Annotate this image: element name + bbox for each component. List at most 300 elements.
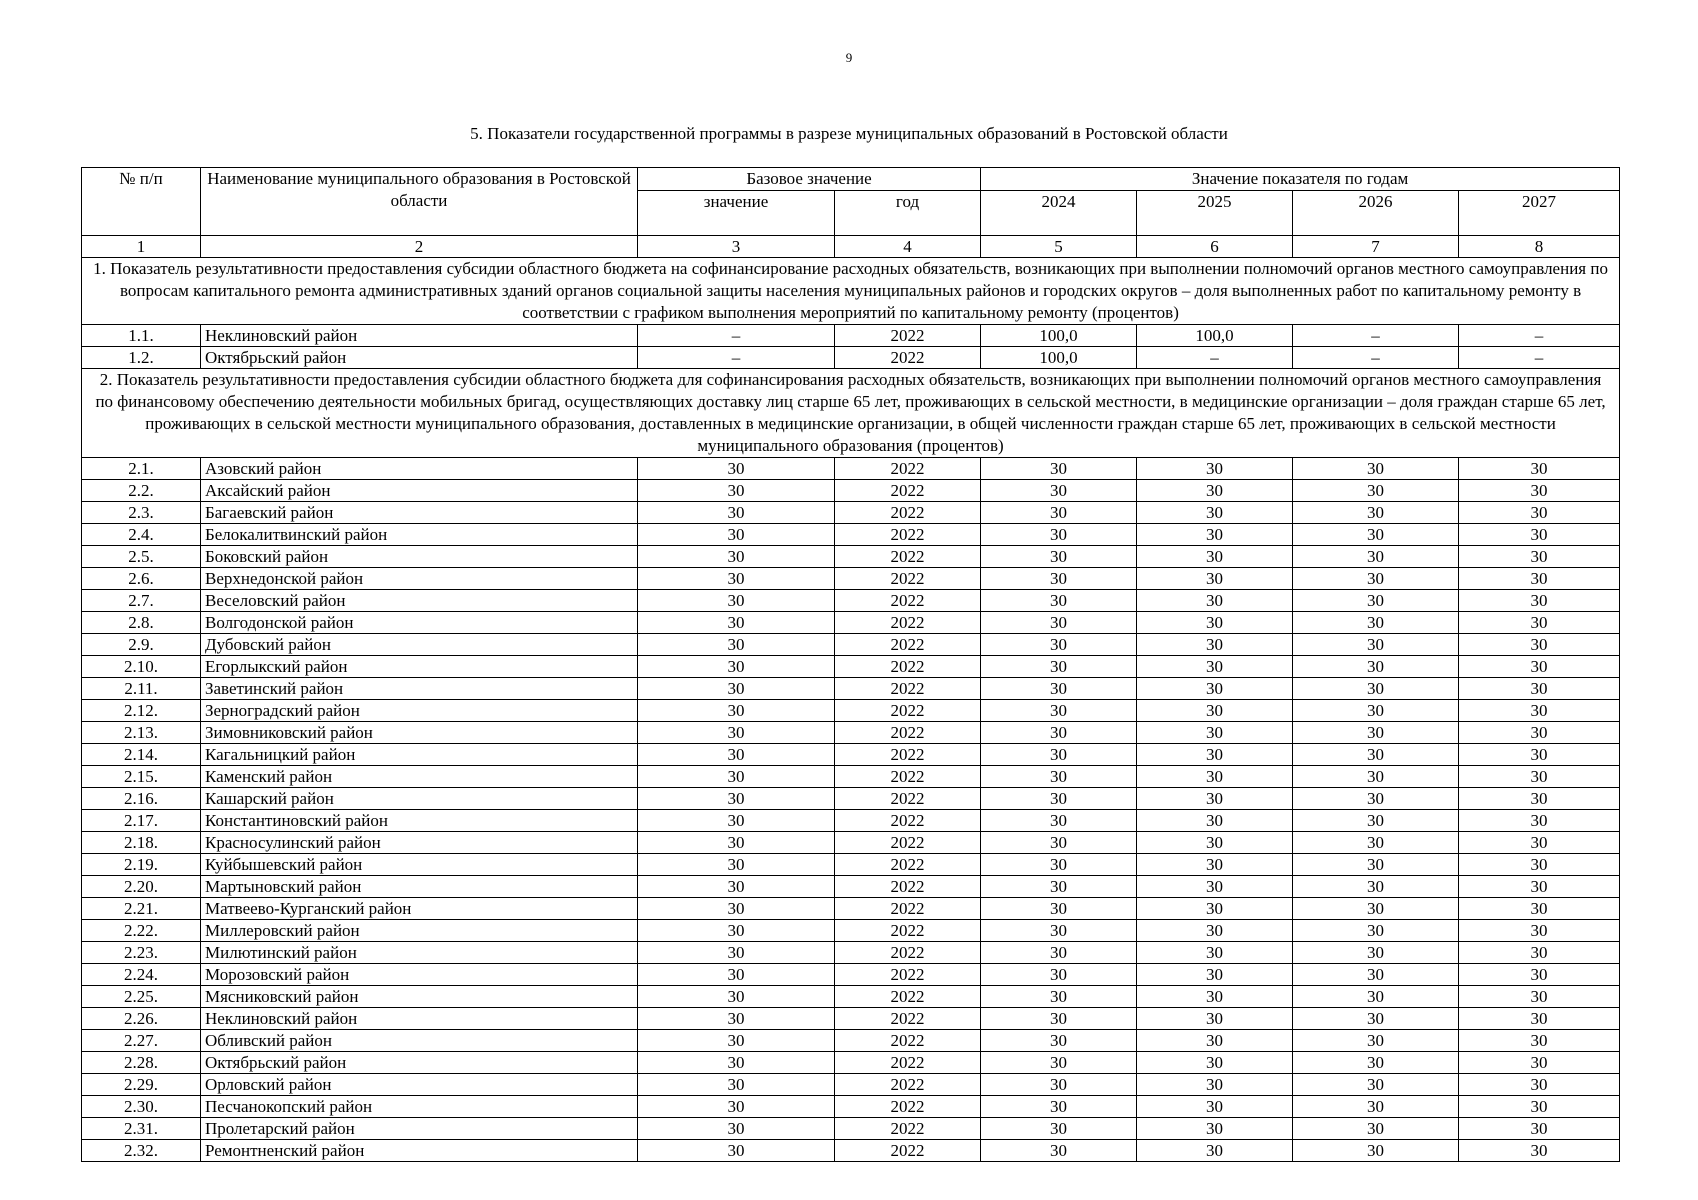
base-value: 30 <box>638 942 835 964</box>
base-value: 30 <box>638 568 835 590</box>
base-value: 30 <box>638 524 835 546</box>
section-row <box>82 258 1620 325</box>
table-row <box>82 964 1620 986</box>
table-row <box>82 502 1620 524</box>
header-year-2027: 2027 <box>1459 191 1620 236</box>
municipality-name: Константиновский район <box>201 810 638 832</box>
row-number: 2.31. <box>82 1118 201 1140</box>
base-value: 30 <box>638 832 835 854</box>
row-number: 2.25. <box>82 986 201 1008</box>
value-2025: 30 <box>1137 876 1293 898</box>
base-value: 30 <box>638 744 835 766</box>
row-number: 2.26. <box>82 1008 201 1030</box>
value-2025: 30 <box>1137 766 1293 788</box>
table-row <box>82 854 1620 876</box>
row-number: 2.22. <box>82 920 201 942</box>
value-2024: 30 <box>981 612 1137 634</box>
base-year: 2022 <box>835 920 981 942</box>
municipality-name: Красносулинский район <box>201 832 638 854</box>
value-2025: 30 <box>1137 898 1293 920</box>
document-title: 5. Показатели государственной программы в разрезе муниципальных образований в Ростовской области <box>470 124 1228 143</box>
base-value: 30 <box>638 502 835 524</box>
value-2027: 30 <box>1459 612 1620 634</box>
value-2027: 30 <box>1459 590 1620 612</box>
value-2024: 30 <box>981 458 1137 480</box>
value-2024: 30 <box>981 876 1137 898</box>
municipality-name: Веселовский район <box>201 590 638 612</box>
value-2024: 30 <box>981 1096 1137 1118</box>
municipality-name: Кашарский район <box>201 788 638 810</box>
value-2027: 30 <box>1459 678 1620 700</box>
value-2026: 30 <box>1293 1074 1459 1096</box>
value-2026: 30 <box>1293 502 1459 524</box>
row-number: 2.27. <box>82 1030 201 1052</box>
base-year: 2022 <box>835 810 981 832</box>
value-2024: 30 <box>981 502 1137 524</box>
value-2027: – <box>1459 347 1620 369</box>
value-2026: 30 <box>1293 656 1459 678</box>
value-2025: 30 <box>1137 854 1293 876</box>
value-2026: 30 <box>1293 1052 1459 1074</box>
value-2025: 30 <box>1137 942 1293 964</box>
base-value: 30 <box>638 656 835 678</box>
base-year: 2022 <box>835 744 981 766</box>
value-2026: 30 <box>1293 480 1459 502</box>
value-2026: 30 <box>1293 942 1459 964</box>
value-2027: 30 <box>1459 744 1620 766</box>
municipality-name: Мартыновский район <box>201 876 638 898</box>
row-number: 2.29. <box>82 1074 201 1096</box>
column-number: 2 <box>201 236 638 258</box>
value-2025: 30 <box>1137 920 1293 942</box>
municipality-name: Морозовский район <box>201 964 638 986</box>
row-number: 2.17. <box>82 810 201 832</box>
value-2025: 30 <box>1137 744 1293 766</box>
value-2025: 30 <box>1137 1140 1293 1162</box>
value-2024: 30 <box>981 634 1137 656</box>
municipality-name: Волгодонской район <box>201 612 638 634</box>
row-number: 2.5. <box>82 546 201 568</box>
municipality-name: Неклиновский район <box>201 1008 638 1030</box>
base-value: 30 <box>638 722 835 744</box>
value-2025: 30 <box>1137 568 1293 590</box>
section-row <box>82 369 1620 458</box>
value-2024: 30 <box>981 656 1137 678</box>
row-number: 2.14. <box>82 744 201 766</box>
value-2024: 30 <box>981 964 1137 986</box>
value-2026: 30 <box>1293 678 1459 700</box>
row-number: 2.8. <box>82 612 201 634</box>
value-2025: 30 <box>1137 634 1293 656</box>
base-year: 2022 <box>835 458 981 480</box>
table-row <box>82 788 1620 810</box>
table-row <box>82 1074 1620 1096</box>
municipality-name: Орловский район <box>201 1074 638 1096</box>
value-2025: 30 <box>1137 480 1293 502</box>
value-2026: 30 <box>1293 744 1459 766</box>
value-2024: 30 <box>981 766 1137 788</box>
base-year: 2022 <box>835 1030 981 1052</box>
value-2025: 30 <box>1137 832 1293 854</box>
value-2027: 30 <box>1459 898 1620 920</box>
value-2024: 30 <box>981 590 1137 612</box>
row-number: 2.10. <box>82 656 201 678</box>
table-row <box>82 1052 1620 1074</box>
base-year: 2022 <box>835 325 981 347</box>
value-2024: 100,0 <box>981 347 1137 369</box>
column-number: 8 <box>1459 236 1620 258</box>
value-2026: 30 <box>1293 766 1459 788</box>
header-year-2024: 2024 <box>981 191 1137 236</box>
header-base-year: год <box>835 191 981 236</box>
value-2027: 30 <box>1459 1096 1620 1118</box>
value-2026: 30 <box>1293 1118 1459 1140</box>
value-2027: 30 <box>1459 920 1620 942</box>
value-2026: 30 <box>1293 876 1459 898</box>
table-row <box>82 986 1620 1008</box>
value-2027: 30 <box>1459 568 1620 590</box>
value-2025: 30 <box>1137 1030 1293 1052</box>
indicators-table <box>81 167 1620 1162</box>
value-2027: 30 <box>1459 480 1620 502</box>
base-year: 2022 <box>835 1140 981 1162</box>
base-value: 30 <box>638 876 835 898</box>
table-header <box>82 168 1620 258</box>
value-2025: 30 <box>1137 1052 1293 1074</box>
base-year: 2022 <box>835 942 981 964</box>
municipality-name: Дубовский район <box>201 634 638 656</box>
value-2024: 30 <box>981 788 1137 810</box>
table-row <box>82 480 1620 502</box>
row-number: 2.20. <box>82 876 201 898</box>
value-2027: 30 <box>1459 964 1620 986</box>
base-year: 2022 <box>835 766 981 788</box>
header-base-value: значение <box>638 191 835 236</box>
base-year: 2022 <box>835 876 981 898</box>
table-row <box>82 744 1620 766</box>
table-row <box>82 524 1620 546</box>
value-2025: 30 <box>1137 986 1293 1008</box>
value-2025: 30 <box>1137 1074 1293 1096</box>
municipality-name: Неклиновский район <box>201 325 638 347</box>
base-value: 30 <box>638 546 835 568</box>
table-row <box>82 590 1620 612</box>
row-number: 2.15. <box>82 766 201 788</box>
table-row <box>82 920 1620 942</box>
row-number: 2.9. <box>82 634 201 656</box>
base-year: 2022 <box>835 546 981 568</box>
value-2026: – <box>1293 347 1459 369</box>
value-2024: 30 <box>981 942 1137 964</box>
value-2026: 30 <box>1293 898 1459 920</box>
row-number: 2.12. <box>82 700 201 722</box>
value-2026: 30 <box>1293 634 1459 656</box>
base-year: 2022 <box>835 502 981 524</box>
row-number: 2.16. <box>82 788 201 810</box>
value-2024: 30 <box>981 920 1137 942</box>
value-2026: 30 <box>1293 568 1459 590</box>
table-row <box>82 876 1620 898</box>
table-row <box>82 546 1620 568</box>
table-row <box>82 347 1620 369</box>
row-number: 2.2. <box>82 480 201 502</box>
value-2027: 30 <box>1459 700 1620 722</box>
base-value: 30 <box>638 788 835 810</box>
value-2025: 30 <box>1137 458 1293 480</box>
table-row <box>82 458 1620 480</box>
table-row <box>82 722 1620 744</box>
table-row <box>82 766 1620 788</box>
municipality-name: Каменский район <box>201 766 638 788</box>
table-body <box>82 258 1620 1162</box>
value-2025: 30 <box>1137 656 1293 678</box>
header-number: № п/п <box>82 168 201 236</box>
value-2027: 30 <box>1459 1140 1620 1162</box>
table-row <box>82 1096 1620 1118</box>
municipality-name: Ремонтненский район <box>201 1140 638 1162</box>
value-2027: 30 <box>1459 1030 1620 1052</box>
row-number: 2.28. <box>82 1052 201 1074</box>
base-year: 2022 <box>835 480 981 502</box>
municipality-name: Обливский район <box>201 1030 638 1052</box>
municipality-name: Белокалитвинский район <box>201 524 638 546</box>
base-year: 2022 <box>835 700 981 722</box>
base-year: 2022 <box>835 1008 981 1030</box>
municipality-name: Песчанокопский район <box>201 1096 638 1118</box>
municipality-name: Зимовниковский район <box>201 722 638 744</box>
section-title: 2. Показатель результативности предоставления субсидии областного бюджета для софинансирования расходных обязательств, возникающих при выполнении полномочий органов местного самоуправления по финансовому обеспечению деятельности мобильных бригад, осуществляющих доставку лиц старше 65 лет, проживающих в сельской местности, в медицинские организации – доля граждан старше 65 лет, проживающих в сельской местности муниципального образования, доставленных в медицинские организации, в общей численности граждан старше 65 лет, проживающих в сельской местности муниципального образования (процентов) <box>82 369 1620 458</box>
value-2027: 30 <box>1459 1052 1620 1074</box>
municipality-name: Егорлыкский район <box>201 656 638 678</box>
row-number: 2.23. <box>82 942 201 964</box>
table-row <box>82 1140 1620 1162</box>
value-2024: 30 <box>981 722 1137 744</box>
value-2025: 30 <box>1137 1096 1293 1118</box>
header-municipality-name: Наименование муниципального образования в Ростовской области <box>201 168 638 236</box>
base-value: 30 <box>638 458 835 480</box>
base-year: 2022 <box>835 347 981 369</box>
table-row <box>82 942 1620 964</box>
column-number: 5 <box>981 236 1137 258</box>
base-year: 2022 <box>835 964 981 986</box>
municipality-name: Матвеево-Курганский район <box>201 898 638 920</box>
value-2025: 100,0 <box>1137 325 1293 347</box>
base-year: 2022 <box>835 656 981 678</box>
base-year: 2022 <box>835 854 981 876</box>
table-row <box>82 656 1620 678</box>
value-2024: 30 <box>981 524 1137 546</box>
value-2024: 30 <box>981 854 1137 876</box>
value-2027: 30 <box>1459 502 1620 524</box>
municipality-name: Верхнедонской район <box>201 568 638 590</box>
municipality-name: Багаевский район <box>201 502 638 524</box>
value-2024: 30 <box>981 1140 1137 1162</box>
base-year: 2022 <box>835 1052 981 1074</box>
table-row <box>82 898 1620 920</box>
base-year: 2022 <box>835 832 981 854</box>
row-number: 2.30. <box>82 1096 201 1118</box>
base-year: 2022 <box>835 524 981 546</box>
column-number: 4 <box>835 236 981 258</box>
base-value: 30 <box>638 810 835 832</box>
municipality-name: Миллеровский район <box>201 920 638 942</box>
base-year: 2022 <box>835 634 981 656</box>
page-number: 9 <box>845 50 853 65</box>
value-2025: 30 <box>1137 612 1293 634</box>
base-value: 30 <box>638 920 835 942</box>
base-year: 2022 <box>835 612 981 634</box>
table-row <box>82 634 1620 656</box>
header-base-value-group: Базовое значение <box>638 168 981 191</box>
value-2027: 30 <box>1459 942 1620 964</box>
value-2026: 30 <box>1293 546 1459 568</box>
municipality-name: Азовский район <box>201 458 638 480</box>
municipality-name: Заветинский район <box>201 678 638 700</box>
value-2026: 30 <box>1293 832 1459 854</box>
row-number: 2.11. <box>82 678 201 700</box>
base-year: 2022 <box>835 590 981 612</box>
base-year: 2022 <box>835 788 981 810</box>
base-value: – <box>638 325 835 347</box>
base-value: 30 <box>638 766 835 788</box>
value-2027: 30 <box>1459 546 1620 568</box>
value-2027: 30 <box>1459 458 1620 480</box>
value-2027: – <box>1459 325 1620 347</box>
value-2027: 30 <box>1459 1074 1620 1096</box>
table-row <box>82 1008 1620 1030</box>
value-2027: 30 <box>1459 524 1620 546</box>
value-2024: 30 <box>981 744 1137 766</box>
row-number: 2.1. <box>82 458 201 480</box>
value-2027: 30 <box>1459 722 1620 744</box>
value-2024: 30 <box>981 678 1137 700</box>
value-2024: 30 <box>981 480 1137 502</box>
value-2025: 30 <box>1137 1008 1293 1030</box>
value-2024: 30 <box>981 1030 1137 1052</box>
value-2025: 30 <box>1137 502 1293 524</box>
municipality-name: Куйбышевский район <box>201 854 638 876</box>
base-value: 30 <box>638 480 835 502</box>
row-number: 2.18. <box>82 832 201 854</box>
value-2024: 30 <box>981 1052 1137 1074</box>
municipality-name: Октябрьский район <box>201 1052 638 1074</box>
base-year: 2022 <box>835 1118 981 1140</box>
value-2024: 30 <box>981 810 1137 832</box>
value-2025: 30 <box>1137 546 1293 568</box>
table-row <box>82 1118 1620 1140</box>
value-2024: 30 <box>981 898 1137 920</box>
base-value: 30 <box>638 854 835 876</box>
table-row <box>82 1030 1620 1052</box>
value-2027: 30 <box>1459 876 1620 898</box>
base-value: 30 <box>638 612 835 634</box>
column-numbers-row <box>82 236 1620 258</box>
row-number: 2.21. <box>82 898 201 920</box>
column-number: 1 <box>82 236 201 258</box>
value-2025: 30 <box>1137 722 1293 744</box>
value-2024: 30 <box>981 700 1137 722</box>
value-2026: 30 <box>1293 590 1459 612</box>
base-value: 30 <box>638 1052 835 1074</box>
row-number: 2.19. <box>82 854 201 876</box>
base-value: 30 <box>638 1140 835 1162</box>
value-2024: 30 <box>981 568 1137 590</box>
base-value: 30 <box>638 590 835 612</box>
value-2026: 30 <box>1293 1140 1459 1162</box>
municipality-name: Кагальницкий район <box>201 744 638 766</box>
value-2026: 30 <box>1293 722 1459 744</box>
base-value: 30 <box>638 634 835 656</box>
value-2026: 30 <box>1293 1096 1459 1118</box>
value-2026: 30 <box>1293 458 1459 480</box>
base-year: 2022 <box>835 1074 981 1096</box>
value-2025: 30 <box>1137 1118 1293 1140</box>
table-row <box>82 700 1620 722</box>
value-2025: – <box>1137 347 1293 369</box>
base-value: 30 <box>638 986 835 1008</box>
base-year: 2022 <box>835 722 981 744</box>
base-year: 2022 <box>835 568 981 590</box>
municipality-name: Милютинский район <box>201 942 638 964</box>
value-2024: 100,0 <box>981 325 1137 347</box>
base-year: 2022 <box>835 1096 981 1118</box>
value-2024: 30 <box>981 986 1137 1008</box>
value-2027: 30 <box>1459 788 1620 810</box>
base-value: 30 <box>638 964 835 986</box>
row-number: 1.2. <box>82 347 201 369</box>
value-2025: 30 <box>1137 678 1293 700</box>
value-2027: 30 <box>1459 766 1620 788</box>
value-2027: 30 <box>1459 634 1620 656</box>
value-2027: 30 <box>1459 986 1620 1008</box>
base-value: – <box>638 347 835 369</box>
value-2026: 30 <box>1293 810 1459 832</box>
row-number: 2.13. <box>82 722 201 744</box>
value-2027: 30 <box>1459 656 1620 678</box>
value-2027: 30 <box>1459 854 1620 876</box>
row-number: 2.24. <box>82 964 201 986</box>
column-number: 3 <box>638 236 835 258</box>
value-2024: 30 <box>981 1008 1137 1030</box>
value-2026: 30 <box>1293 788 1459 810</box>
column-number: 6 <box>1137 236 1293 258</box>
base-year: 2022 <box>835 678 981 700</box>
base-value: 30 <box>638 700 835 722</box>
base-year: 2022 <box>835 898 981 920</box>
value-2026: 30 <box>1293 524 1459 546</box>
column-number: 7 <box>1293 236 1459 258</box>
value-2024: 30 <box>981 546 1137 568</box>
table-row <box>82 810 1620 832</box>
value-2025: 30 <box>1137 700 1293 722</box>
base-value: 30 <box>638 1096 835 1118</box>
base-value: 30 <box>638 1118 835 1140</box>
row-number: 2.4. <box>82 524 201 546</box>
base-value: 30 <box>638 1030 835 1052</box>
value-2027: 30 <box>1459 1008 1620 1030</box>
value-2024: 30 <box>981 1118 1137 1140</box>
value-2024: 30 <box>981 832 1137 854</box>
table-row <box>82 568 1620 590</box>
base-year: 2022 <box>835 986 981 1008</box>
header-year-2026: 2026 <box>1293 191 1459 236</box>
header-year-2025: 2025 <box>1137 191 1293 236</box>
value-2027: 30 <box>1459 810 1620 832</box>
value-2026: 30 <box>1293 920 1459 942</box>
base-value: 30 <box>638 898 835 920</box>
municipality-name: Пролетарский район <box>201 1118 638 1140</box>
row-number: 2.3. <box>82 502 201 524</box>
